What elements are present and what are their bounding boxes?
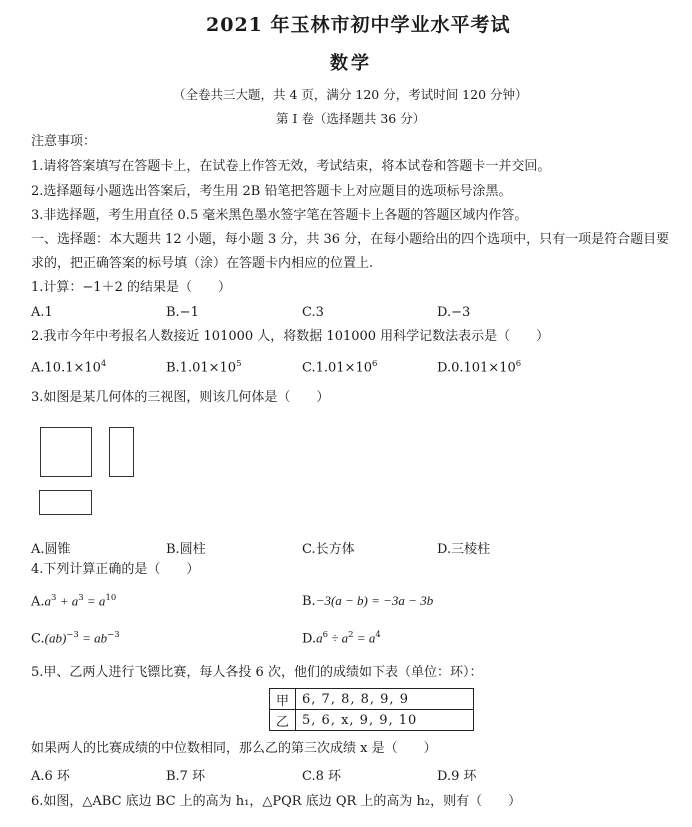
scores-cell: 5, 6, x, 9, 9, 10: [296, 710, 474, 731]
section-title: 第 I 卷（选择题共 36 分）: [276, 111, 426, 126]
q5-option-a: A.6 环: [31, 769, 70, 784]
table-row: [270, 689, 474, 710]
q5-stem: 5.甲、乙两人进行飞镖比赛，每人各投 6 次，他们的成绩如下表（单位：环）：: [31, 665, 483, 680]
q5-option-b: B.7 环: [166, 769, 206, 784]
q2-option-c: $C.1.01\times 10^6$: [302, 359, 378, 376]
q5-question: 如果两人的比赛成绩的中位数相同，那么乙的第三次成绩 x 是（ ）: [31, 741, 437, 756]
q2-option-b: $B.1.01\times 10^5$: [166, 359, 242, 376]
q6-stem: 6.如图，△ABC 底边 BC 上的高为 h₁，△PQR 底边 QR 上的高为 h₂，则有（ ）: [31, 794, 522, 809]
q3-option-c: C.长方体: [302, 542, 355, 557]
part1-instructions-line1: 一、选择题：本大题共 12 小题，每小题 3 分，共 36 分，在每小题给出的四个选项中，只有一项是符合题目要: [31, 232, 670, 247]
q1-option-b: B.−1: [166, 305, 199, 320]
q3-option-a: A.圆锥: [31, 542, 71, 557]
q1-option-a: A.1: [31, 305, 53, 320]
side-view-rectangle: [109, 427, 134, 477]
q4-option-c: $C.(ab)^{-3} = ab^{-3}$: [31, 630, 120, 647]
q3-option-d: D.三棱柱: [437, 542, 491, 557]
notes-heading: 注意事项：: [31, 134, 97, 149]
q2-option-a: $A.10.1\times 10^4$: [31, 359, 107, 376]
q4-option-a: $A.a^3 + a^3 = a^{10}$: [31, 593, 117, 610]
note-item: 2.选择题每小题选出答案后，考生用 2B 铅笔把答题卡上对应题目的选项标号涂黑。: [31, 184, 512, 199]
scores-cell: 6, 7, 8, 8, 9, 9: [296, 689, 474, 710]
subject-title: 数学: [330, 53, 372, 74]
player-name-cell: 甲: [270, 689, 296, 710]
exam-meta: （全卷共三大题，共 4 页，满分 120 分，考试时间 120 分钟）: [173, 87, 528, 102]
q4-option-d: $D.a^6 \div a^2 = a^4$: [302, 630, 381, 647]
q1-option-c: C.3: [302, 305, 324, 320]
q4-option-b: B.−3(a − b) = −3a − 3b: [302, 593, 434, 609]
q3-stem: 3.如图是某几何体的三视图，则该几何体是（ ）: [31, 390, 330, 405]
part1-instructions-line2: 求的，把正确答案的标号填（涂）在答题卡内相应的位置上.: [31, 256, 374, 271]
q1-option-d: D.−3: [437, 305, 471, 320]
top-view-rectangle: [39, 490, 92, 515]
q2-stem: 2.我市今年中考报名人数接近 101000 人，将数据 101000 用科学记数法表示是（ ）: [31, 329, 550, 344]
q5-option-c: C.8 环: [302, 769, 342, 784]
q4-stem: 4.下列计算正确的是（ ）: [31, 562, 200, 577]
score-table: [269, 688, 474, 731]
exam-title: 2021 年玉林市初中学业水平考试: [206, 14, 511, 36]
q2-option-d: $D.0.101\times 10^6$: [437, 359, 522, 376]
note-item: 3.非选择题，考生用直径 0.5 毫米黑色墨水签字笔在答题卡上各题的答题区域内作答。: [31, 208, 528, 223]
note-item: 1.请将答案填写在答题卡上，在试卷上作答无效，考试结束，将本试卷和答题卡一并交回。: [31, 159, 551, 174]
q3-option-b: B.圆柱: [166, 542, 206, 557]
table-row: [270, 710, 474, 731]
q5-option-d: D.9 环: [437, 769, 477, 784]
front-view-rectangle: [40, 427, 92, 477]
player-name-cell: 乙: [270, 710, 296, 731]
q1-stem: 1.计算：−1＋2 的结果是（ ）: [31, 280, 231, 295]
